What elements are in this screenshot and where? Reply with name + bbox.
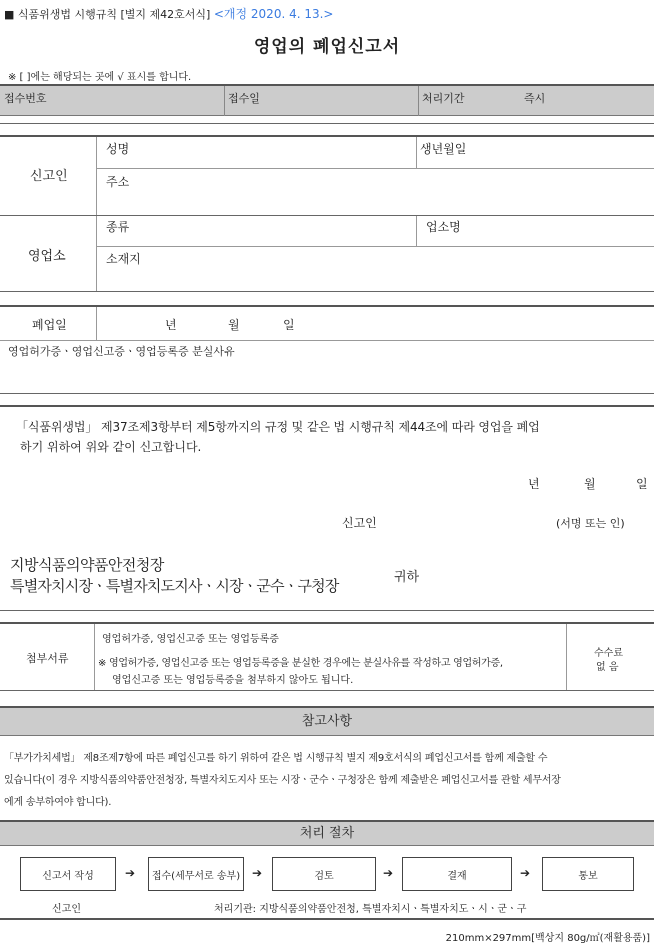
closure-month: 월: [228, 318, 240, 332]
fee-value: 없 음: [596, 662, 619, 673]
divider: [94, 624, 95, 690]
loss-reason-label: 영업허가증ㆍ영업신고증ㆍ영업등록증 분실사유: [8, 345, 235, 358]
arrow-right-icon: ➔: [383, 866, 394, 880]
step-approval: [402, 857, 512, 891]
procedure-heading: 처리 절차: [0, 820, 654, 846]
divider: [96, 137, 97, 215]
divider: [0, 393, 654, 394]
business-section-label: 영업소: [28, 249, 66, 264]
divider: [96, 246, 654, 247]
divider: [0, 291, 654, 292]
attachment-note-line-1: ※ 영업허가증, 영업신고증 또는 영업등록증을 분실한 경우에는 분실사유를 작성하고 영업허가증,: [98, 658, 503, 669]
arrow-right-icon: ➔: [520, 866, 531, 880]
divider: [0, 690, 654, 691]
step-label: 결재: [447, 870, 467, 882]
step-review: [272, 857, 376, 891]
business-location-label: 소재지: [106, 252, 141, 266]
attachments-label: 첨부서류: [26, 652, 69, 665]
closure-date-label: 폐업일: [32, 318, 67, 332]
reference-line-2: 있습니다(이 경우 지방식품의약품안전청장, 특별자치도지사 또는 시장ㆍ군수ㆍ구청장은 함께 제출받은 폐업신고서를 관할 세무서장: [4, 775, 561, 786]
paper-spec: 210mm×297mm[백상지 80g/㎡(재활용품)]: [445, 933, 650, 943]
divider: [0, 215, 654, 216]
reference-line-1: 「부가가치세법」 제8조제7항에 따른 폐업신고를 하기 위하여 같은 법 시행규칙 별지 제9호서식의 폐업신고서를 함께 제출할 수: [4, 753, 548, 764]
divider: [96, 307, 97, 340]
applicant-section-label: 신고인: [30, 169, 68, 184]
step-label: 통보: [578, 870, 598, 882]
divider: [0, 610, 654, 611]
step-label: 신고서 작성: [42, 870, 94, 882]
business-type-label: 종류: [106, 220, 130, 234]
attachment-note-line-2: 영업신고증 또는 영업등록증을 첨부하지 않아도 됩니다.: [112, 675, 354, 686]
fee-label: 수수료: [594, 648, 623, 659]
divider: [0, 340, 654, 341]
arrow-right-icon: ➔: [252, 866, 263, 880]
statement-year: 년: [528, 477, 540, 491]
reporter-label: 신고인: [342, 516, 377, 530]
applicant-address-label: 주소: [106, 175, 130, 189]
divider: [224, 86, 225, 116]
attachment-item-1: 영업허가증, 영업신고증 또는 영업등록증: [102, 634, 279, 645]
step-label: 검토: [314, 870, 334, 882]
step-label: 접수(세무서로 송부): [151, 870, 241, 882]
reference-heading: 참고사항: [0, 706, 654, 736]
reference-line-3: 에게 송부하여야 합니다).: [4, 797, 112, 808]
step-notify: [542, 857, 634, 891]
trade-name-label: 업소명: [426, 220, 461, 234]
divider: [0, 305, 654, 307]
processing-period-label: 처리기간: [422, 92, 465, 105]
divider: [96, 168, 654, 169]
statement-month: 월: [584, 477, 596, 491]
divider: [0, 405, 654, 407]
signature-label: (서명 또는 인): [556, 517, 625, 530]
procedure-reporter: 신고인: [52, 904, 81, 915]
processing-period-value: 즉시: [524, 92, 546, 105]
statement-line-1: 「식품위생법」 제37조제3항부터 제5항까지의 규정 및 같은 법 시행규칙 제44조에 따라 영업을 폐업: [16, 420, 540, 434]
divider: [0, 622, 654, 624]
divider: [0, 123, 654, 124]
divider: [0, 135, 654, 137]
divider: [0, 918, 654, 920]
form-title: 영업의 폐업신고서: [253, 37, 401, 57]
law-reference-text: ■ 식품위생법 시행규칙 [별지 제42호서식]: [4, 8, 211, 21]
recipient-line-1: 지방식품의약품안전청장: [10, 556, 164, 574]
statement-line-2: 하기 위하여 위와 같이 신고합니다.: [20, 440, 202, 454]
closure-year: 년: [165, 318, 177, 332]
step-receipt: [148, 857, 244, 891]
recipient-line-2: 특별자치시장ㆍ특별자치도지사ㆍ시장ㆍ군수ㆍ구청장: [10, 577, 339, 595]
recipient-suffix: 귀하: [394, 570, 420, 585]
divider: [418, 86, 419, 116]
closure-day: 일: [283, 318, 295, 332]
step-write-form: [20, 857, 116, 891]
receipt-date-label: 접수일: [228, 92, 260, 105]
check-note: ※ [ ]에는 해당되는 곳에 √ 표시를 합니다.: [8, 72, 192, 83]
arrow-right-icon: ➔: [125, 866, 136, 880]
statement-day: 일: [636, 477, 648, 491]
divider: [416, 137, 417, 168]
divider: [416, 216, 417, 246]
divider: [566, 624, 567, 690]
receipt-bar: [0, 84, 654, 116]
applicant-birth-label: 생년월일: [420, 142, 467, 156]
divider: [96, 216, 97, 291]
receipt-number-label: 접수번호: [4, 92, 47, 105]
revision-date: <개정 2020. 4. 13.>: [213, 7, 334, 21]
procedure-agency: 처리기관: 지방식품의약품안전청, 특별자치시ㆍ특별자치도ㆍ시ㆍ군ㆍ구: [214, 904, 527, 915]
applicant-name-label: 성명: [106, 142, 130, 156]
law-reference: [4, 5, 333, 22]
